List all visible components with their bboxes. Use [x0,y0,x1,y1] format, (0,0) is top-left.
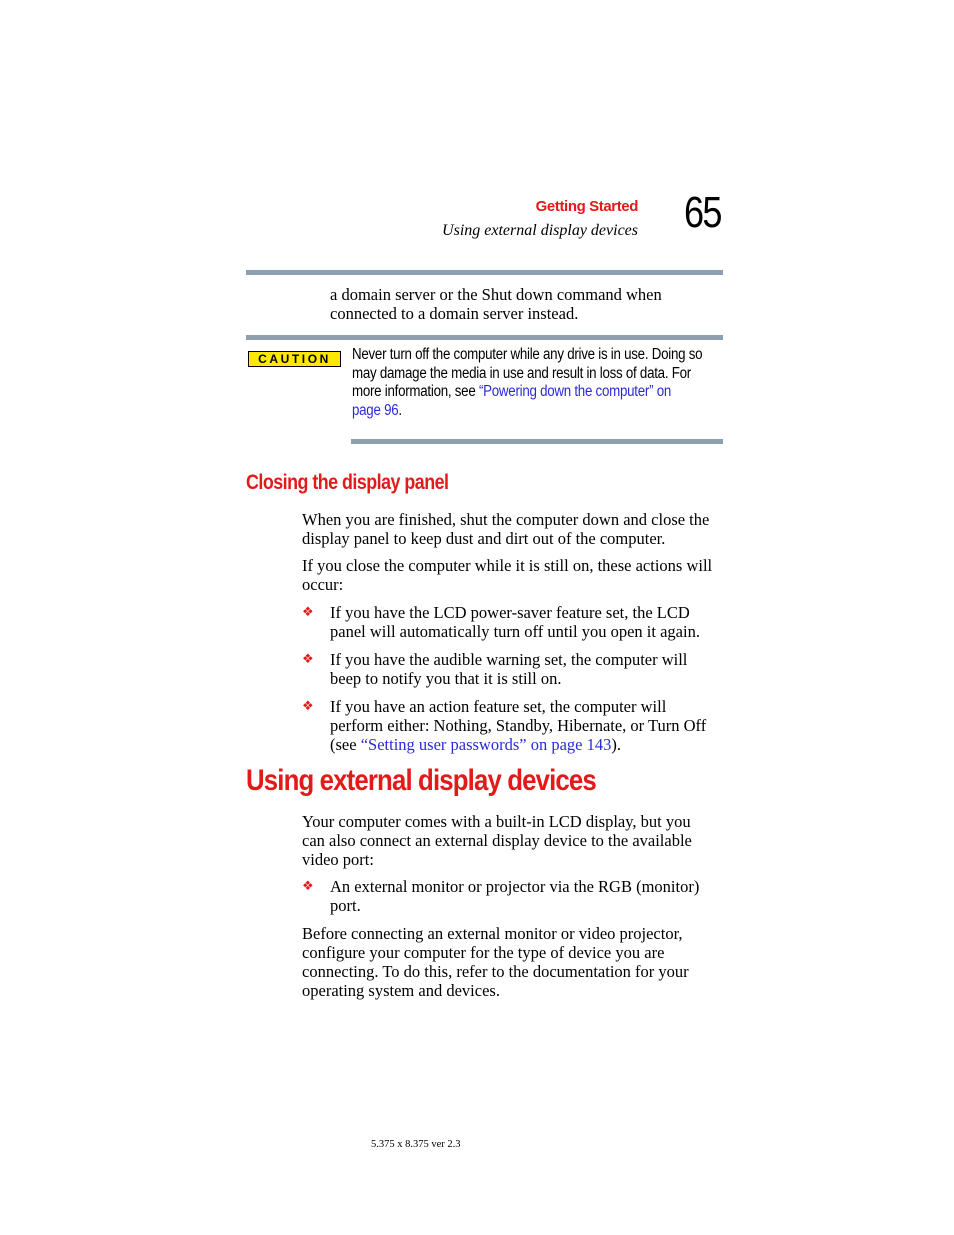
running-header-chapter: Getting Started [535,198,638,215]
setting-user-passwords-link[interactable]: “Setting user passwords” on page 143 [360,735,612,754]
text-line: beep to notify you that it is still on. [330,669,562,688]
text-line: connecting. To do this, refer to the documentation for your [302,962,689,981]
powering-down-link-page[interactable]: page 96 [352,401,399,419]
text-line: An external monitor or projector via the RGB (monitor) [330,877,700,896]
caution-bottom-rule [351,439,723,444]
bullet-icon: ❖ [302,605,314,620]
page-number: 65 [684,188,721,237]
bullet-icon: ❖ [302,879,314,894]
text-line: a domain server or the Shut down command when [330,285,662,304]
section-heading-closing: Closing the display panel [246,471,449,494]
text-line [330,735,706,754]
text-line: operating system and devices. [302,981,500,1000]
text-line [352,383,722,402]
text-line: Never turn off the computer while any drive is in use. Doing so [352,346,703,363]
closing-paragraph-2 [302,556,712,594]
section-heading-external: Using external display devices [246,764,596,797]
caution-top-rule [246,335,723,340]
text-line: Your computer comes with a built-in LCD display, but you [302,812,691,831]
text-line: panel will automatically turn off until you open it again. [330,622,700,641]
text-line: perform either: Nothing, Standby, Hibernate, or Turn Off [330,716,707,735]
list-item [330,877,699,915]
text-line: If you close the computer while it is still on, these actions will [302,556,713,575]
text-line: occur: [302,575,344,594]
text-line: If you have an action feature set, the computer will [330,697,667,716]
list-item [330,697,706,754]
closing-paragraph-1 [302,510,709,548]
text-line: connected to a domain server instead. [330,304,579,323]
external-paragraph-1 [302,812,692,869]
text-line: can also connect an external display device to the available [302,831,692,850]
continued-paragraph [330,285,662,323]
print-size-footer: 5.375 x 8.375 ver 2.3 [371,1139,461,1150]
running-header-section: Using external display devices [442,222,638,239]
text-line: video port: [302,850,374,869]
list-item [330,650,687,688]
external-paragraph-2 [302,924,689,1000]
powering-down-link[interactable]: “Powering down the computer” on [478,383,672,400]
list-item [330,603,700,641]
top-rule [246,270,723,275]
text-line: display panel to keep dust and dirt out of the computer. [302,529,666,548]
text-line: When you are finished, shut the computer down and close the [302,510,710,529]
text-span: . [398,401,402,419]
text-line: Before connecting an external monitor or video projector, [302,924,683,943]
text-line: configure your computer for the type of device you are [302,943,665,962]
caution-badge: CAUTION [248,351,341,367]
text-span: ). [611,735,621,754]
text-line [352,402,722,421]
text-line: may damage the media in use and result in loss of data. For [352,364,691,382]
bullet-icon: ❖ [302,652,314,667]
bullet-icon: ❖ [302,699,314,714]
caution-text [352,346,722,420]
text-line: If you have the audible warning set, the computer will [330,650,688,669]
text-span: (see [330,735,361,754]
text-line: port. [330,896,361,915]
text-line: If you have the LCD power-saver feature set, the LCD [330,603,690,622]
text-span: more information, see [352,383,479,400]
